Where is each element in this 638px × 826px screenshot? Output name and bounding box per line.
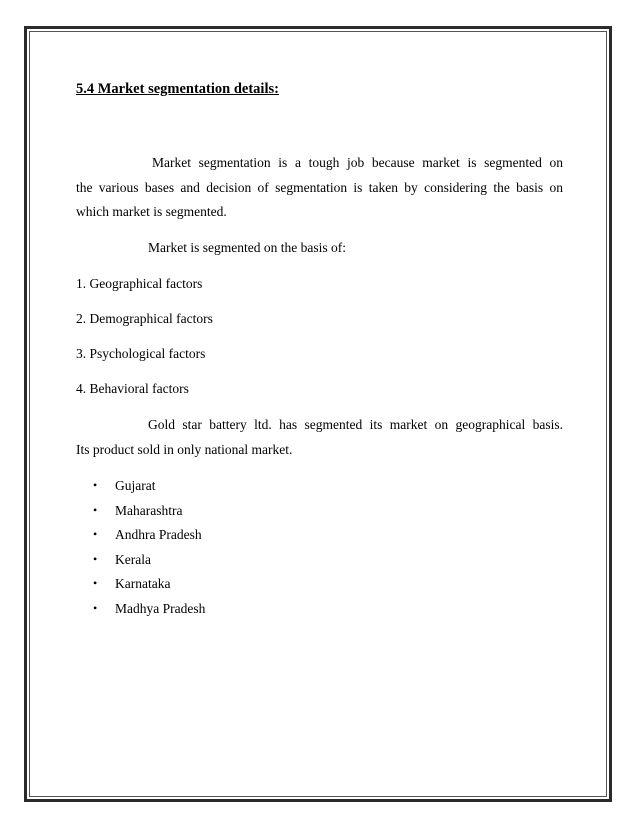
basis-intro: Market is segmented on the basis of: [148,240,346,255]
intro-line-2: the various bases and decision of segmentation is taken by considering the basis on [76,179,563,195]
intro-line-3: which market is segmented. [76,204,227,219]
list-item: • Karnataka [93,576,171,591]
company-paragraph [76,417,563,466]
factor-2: 2. Demographical factors [76,311,213,326]
bullet-icon: • [93,527,98,541]
states-list [76,478,205,625]
page-border-inner [29,31,607,797]
list-item: • Maharashtra [93,502,183,518]
list-item: • Kerala [93,551,151,567]
bullet-icon: • [93,502,98,517]
list-item: • Andhra Pradesh [93,527,202,542]
factor-1: 1. Geographical factors [76,276,203,291]
company-line-2: Its product sold in only national market. [76,441,293,457]
section-heading: 5.4 Market segmentation details: [76,81,279,97]
factor-3: 3. Psychological factors [76,346,206,361]
factor-4: 4. Behavioral factors [76,381,189,396]
bullet-icon: • [93,478,98,492]
intro-line-1: Market segmentation is a tough job because market is segmented on [152,155,563,170]
bullet-icon: • [93,576,98,590]
bullet-icon: • [93,551,98,566]
list-item: • Gujarat [93,478,156,493]
bullet-icon: • [93,600,98,615]
intro-paragraph [76,155,563,229]
company-line-1: Gold star battery ltd. has segmented its market on geographical basis. [148,417,563,432]
list-item: • Madhya Pradesh [93,600,206,616]
